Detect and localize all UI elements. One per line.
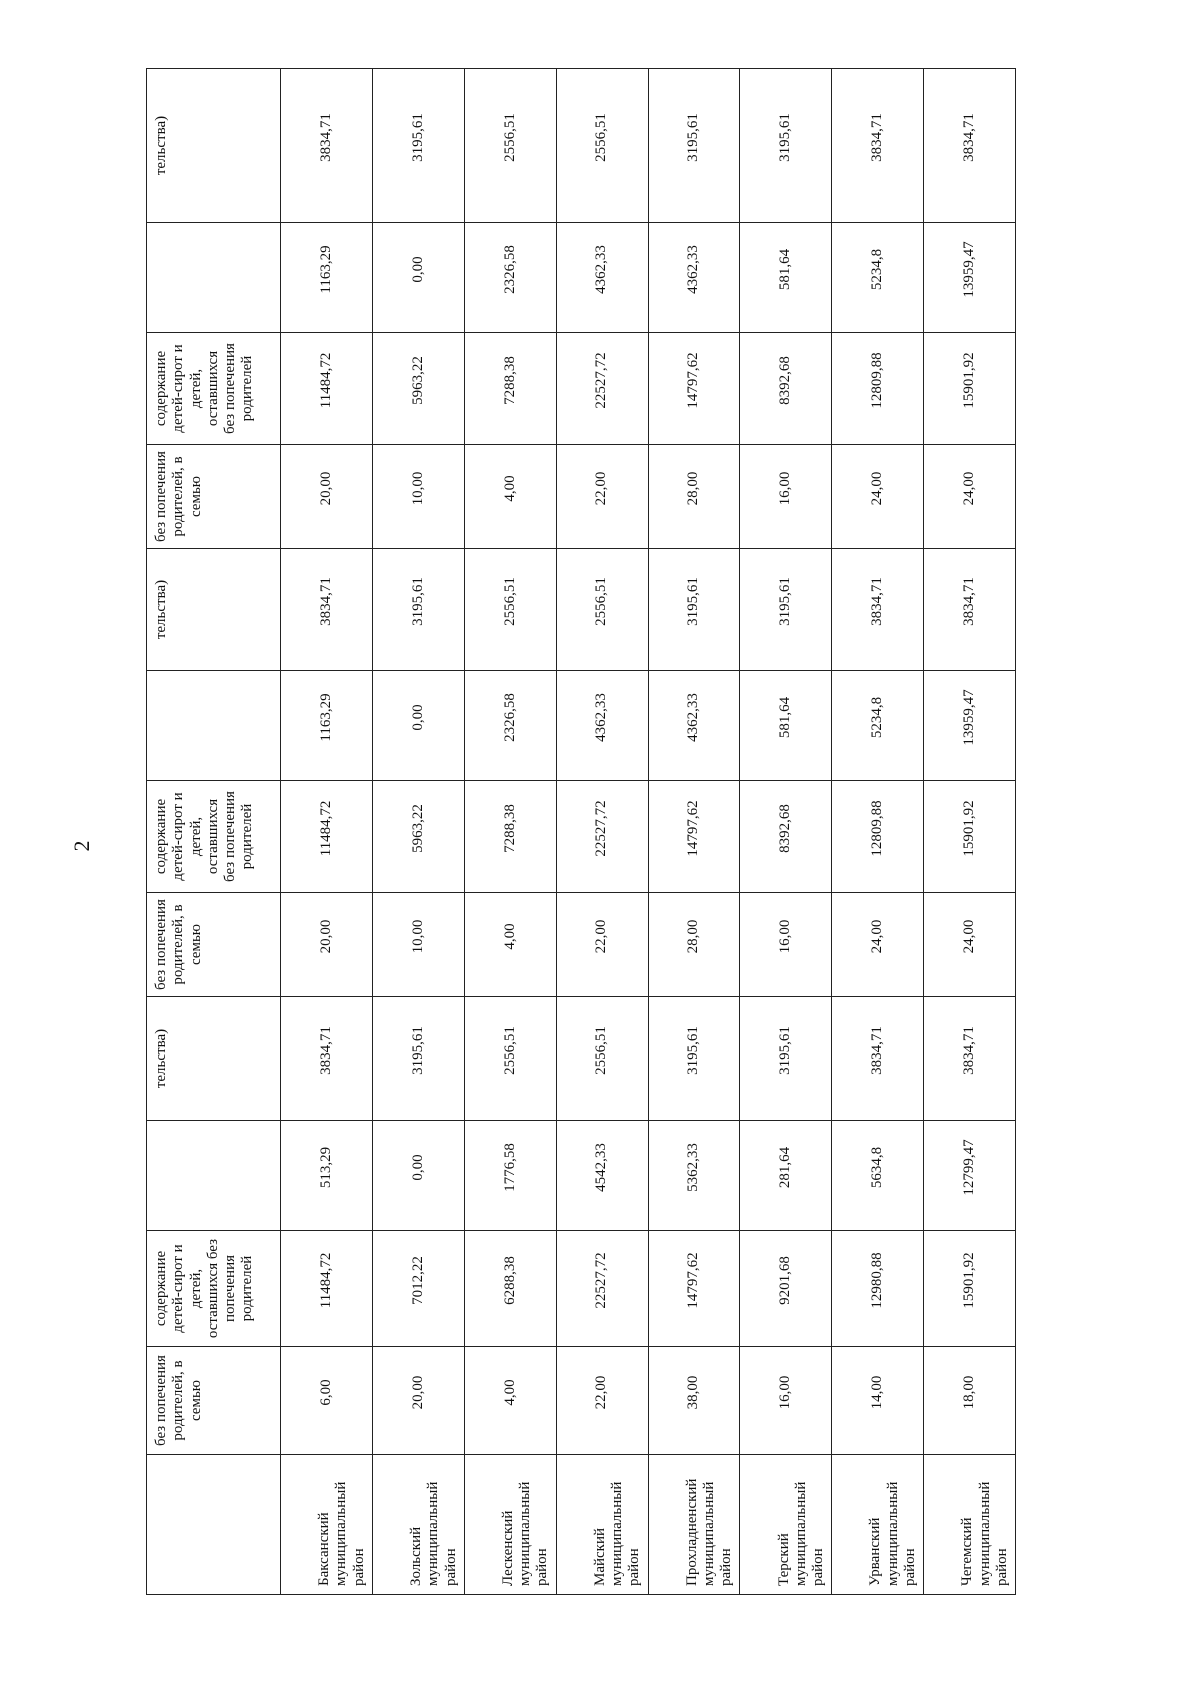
value-cell: 4542,33 [556, 1121, 648, 1231]
value-cell: 0,00 [372, 1121, 464, 1231]
value-cell: 28,00 [648, 893, 740, 997]
value-cell: 15901,92 [924, 1231, 1016, 1347]
value-cell: 3195,61 [740, 69, 832, 223]
table-header-row [147, 69, 281, 1595]
value-cell: 3834,71 [924, 69, 1016, 223]
value-cell: 18,00 [924, 1347, 1016, 1455]
value-cell: 3195,61 [372, 549, 464, 671]
header-cell [147, 671, 281, 781]
value-cell: 4362,33 [556, 671, 648, 781]
value-cell: 8392,68 [740, 781, 832, 893]
value-cell: 3195,61 [648, 997, 740, 1121]
value-cell: 22,00 [556, 445, 648, 549]
header-cell [147, 69, 281, 223]
table-row [281, 69, 373, 1595]
value-cell: 2326,58 [464, 671, 556, 781]
value-cell: 14797,62 [648, 781, 740, 893]
value-cell: 5362,33 [648, 1121, 740, 1231]
value-cell: 513,29 [281, 1121, 373, 1231]
value-cell: 1776,58 [464, 1121, 556, 1231]
area-name-cell [372, 1455, 464, 1595]
value-cell: 20,00 [281, 893, 373, 997]
value-cell: 4362,33 [556, 223, 648, 333]
header-cell [147, 445, 281, 549]
value-cell: 24,00 [924, 445, 1016, 549]
value-cell: 2556,51 [556, 69, 648, 223]
value-cell: 581,64 [740, 671, 832, 781]
value-cell: 10,00 [372, 445, 464, 549]
value-cell: 11484,72 [281, 1231, 373, 1347]
header-text: без попечения родителей, в семью [153, 1355, 204, 1446]
value-cell: 3834,71 [924, 549, 1016, 671]
area-name-cell [648, 1455, 740, 1595]
table-row [372, 69, 464, 1595]
header-cell [147, 333, 281, 445]
header-text: тельства) [153, 115, 169, 176]
header-text: тельства) [153, 579, 169, 640]
value-cell: 6,00 [281, 1347, 373, 1455]
header-cell [147, 1121, 281, 1231]
value-cell: 24,00 [832, 445, 924, 549]
header-cell [147, 781, 281, 893]
value-cell: 12980,88 [832, 1231, 924, 1347]
value-cell: 4,00 [464, 445, 556, 549]
header-cell [147, 1347, 281, 1455]
value-cell: 5234,8 [832, 223, 924, 333]
value-cell: 16,00 [740, 893, 832, 997]
table-row [832, 69, 924, 1595]
value-cell: 20,00 [281, 445, 373, 549]
value-cell: 24,00 [832, 893, 924, 997]
value-cell: 3195,61 [740, 549, 832, 671]
value-cell: 10,00 [372, 893, 464, 997]
value-cell: 2556,51 [556, 997, 648, 1121]
table-body [147, 69, 1016, 1595]
header-cell [147, 1455, 281, 1595]
value-cell: 7288,38 [464, 781, 556, 893]
header-text: тельства) [153, 1028, 169, 1089]
value-cell: 11484,72 [281, 333, 373, 445]
value-cell: 16,00 [740, 445, 832, 549]
value-cell: 3834,71 [832, 997, 924, 1121]
area-name-cell [832, 1455, 924, 1595]
value-cell: 14,00 [832, 1347, 924, 1455]
header-cell [147, 1231, 281, 1347]
value-cell: 15901,92 [924, 333, 1016, 445]
value-cell: 4,00 [464, 1347, 556, 1455]
area-name-cell [464, 1455, 556, 1595]
value-cell: 38,00 [648, 1347, 740, 1455]
header-text: без попечения родителей, в семью [153, 899, 204, 990]
value-cell: 581,64 [740, 223, 832, 333]
page-number: 2 [69, 840, 94, 852]
value-cell: 15901,92 [924, 781, 1016, 893]
area-name-cell [281, 1455, 373, 1595]
value-cell: 12809,88 [832, 333, 924, 445]
value-cell: 3195,61 [648, 69, 740, 223]
area-name: Баксанский муниципальный район [316, 1481, 367, 1586]
table-row [924, 69, 1016, 1595]
area-name: Урванский муниципальный район [867, 1481, 918, 1586]
value-cell: 2556,51 [464, 997, 556, 1121]
value-cell: 0,00 [372, 223, 464, 333]
area-name: Лескенский муниципальный район [499, 1481, 551, 1586]
header-text: без попечения родителей, в семью [153, 451, 204, 542]
value-cell: 5963,22 [372, 781, 464, 893]
value-cell: 2326,58 [464, 223, 556, 333]
value-cell: 12809,88 [832, 781, 924, 893]
area-name: Зольский муниципальный район [408, 1481, 459, 1586]
value-cell: 3834,71 [281, 69, 373, 223]
area-name: Терский муниципальный район [775, 1481, 826, 1586]
value-cell: 3195,61 [372, 997, 464, 1121]
value-cell: 3834,71 [281, 549, 373, 671]
table-row [740, 69, 832, 1595]
value-cell: 22,00 [556, 1347, 648, 1455]
table-row [648, 69, 740, 1595]
value-cell: 0,00 [372, 671, 464, 781]
header-text: содержание детей-сирот и детей, оставшихся без попечения родителей [153, 343, 256, 434]
value-cell: 281,64 [740, 1121, 832, 1231]
area-name-cell [556, 1455, 648, 1595]
value-cell: 16,00 [740, 1347, 832, 1455]
value-cell: 8392,68 [740, 333, 832, 445]
value-cell: 4362,33 [648, 223, 740, 333]
value-cell: 5234,8 [832, 671, 924, 781]
rotated-table-container [146, 69, 1016, 1595]
area-name-cell [740, 1455, 832, 1595]
header-text: содержание детей-сирот и детей, оставшихся без попечения родителей [153, 1238, 256, 1339]
area-name: Чегемский муниципальный район [959, 1481, 1010, 1586]
value-cell: 11484,72 [281, 781, 373, 893]
area-name: Майский муниципальный район [591, 1481, 643, 1586]
value-cell: 22527,72 [556, 781, 648, 893]
value-cell: 2556,51 [464, 69, 556, 223]
value-cell: 7288,38 [464, 333, 556, 445]
area-name: Прохладненский муниципальный район [683, 1478, 735, 1586]
value-cell: 20,00 [372, 1347, 464, 1455]
value-cell: 14797,62 [648, 333, 740, 445]
value-cell: 1163,29 [281, 223, 373, 333]
value-cell: 4,00 [464, 893, 556, 997]
header-cell [147, 223, 281, 333]
header-cell [147, 893, 281, 997]
header-cell [147, 549, 281, 671]
value-cell: 13959,47 [924, 223, 1016, 333]
header-cell [147, 997, 281, 1121]
table-row [464, 69, 556, 1595]
area-name-cell [924, 1455, 1016, 1595]
value-cell: 3195,61 [372, 69, 464, 223]
value-cell: 7012,22 [372, 1231, 464, 1347]
value-cell: 6288,38 [464, 1231, 556, 1347]
value-cell: 3834,71 [832, 69, 924, 223]
value-cell: 5634,8 [832, 1121, 924, 1231]
value-cell: 28,00 [648, 445, 740, 549]
value-cell: 13959,47 [924, 671, 1016, 781]
value-cell: 2556,51 [464, 549, 556, 671]
value-cell: 2556,51 [556, 549, 648, 671]
value-cell: 1163,29 [281, 671, 373, 781]
value-cell: 22,00 [556, 893, 648, 997]
header-text: содержание детей-сирот и детей, оставшихся без попечения родителей [153, 791, 256, 882]
budget-table [146, 68, 1016, 1595]
value-cell: 3195,61 [740, 997, 832, 1121]
value-cell: 3195,61 [648, 549, 740, 671]
value-cell: 3834,71 [281, 997, 373, 1121]
value-cell: 22527,72 [556, 333, 648, 445]
value-cell: 24,00 [924, 893, 1016, 997]
value-cell: 3834,71 [924, 997, 1016, 1121]
table-row [556, 69, 648, 1595]
value-cell: 22527,72 [556, 1231, 648, 1347]
value-cell: 9201,68 [740, 1231, 832, 1347]
value-cell: 3834,71 [832, 549, 924, 671]
value-cell: 5963,22 [372, 333, 464, 445]
value-cell: 4362,33 [648, 671, 740, 781]
value-cell: 12799,47 [924, 1121, 1016, 1231]
value-cell: 14797,62 [648, 1231, 740, 1347]
